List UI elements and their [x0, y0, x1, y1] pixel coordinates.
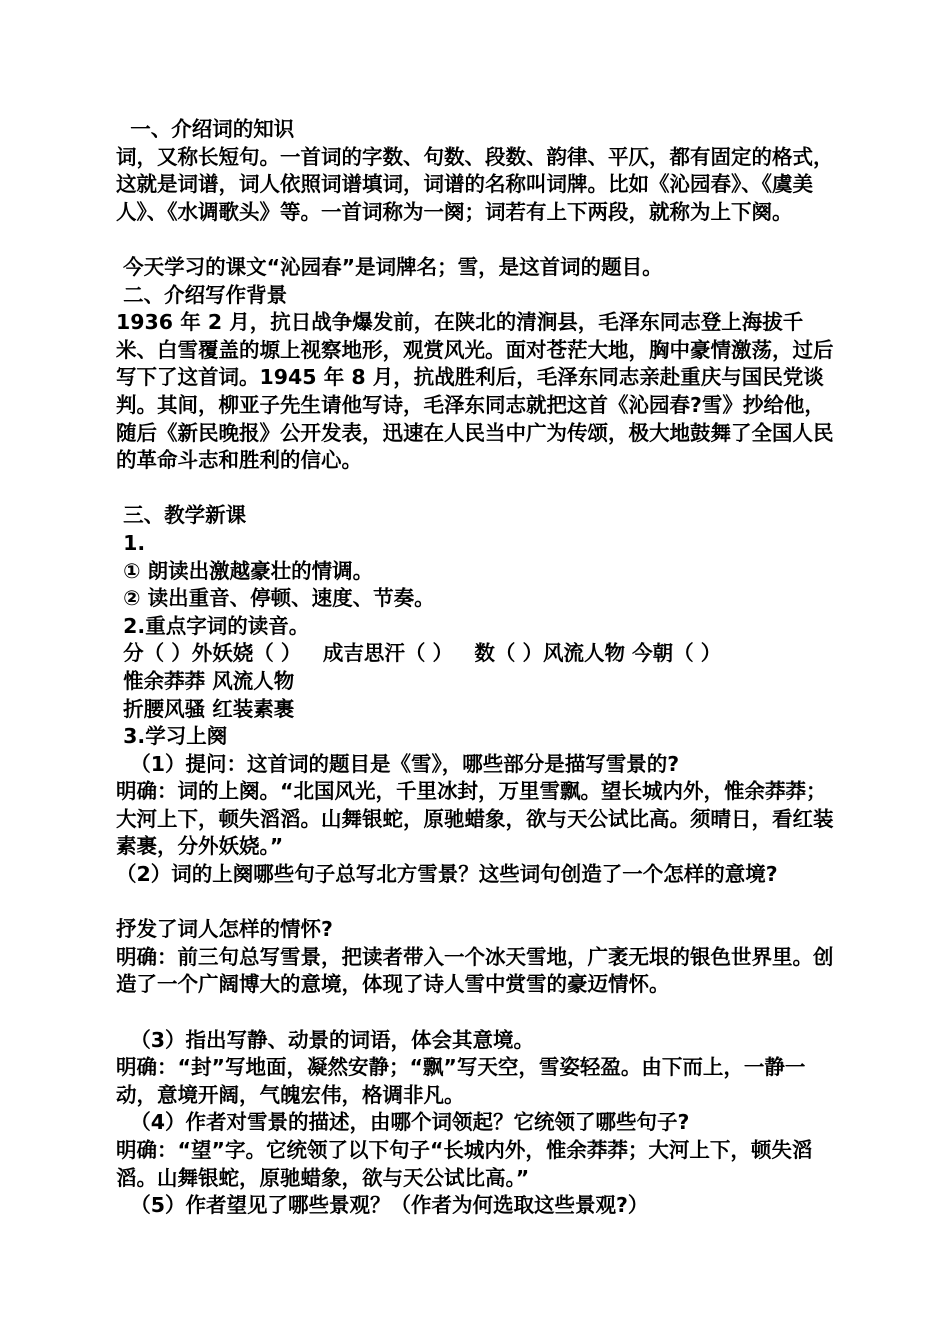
question-4: （4）作者对雪景的描述，由哪个词领起？它统领了哪些句子?	[116, 1110, 690, 1135]
answer-3: 明确：“封”写地面，凝然安静；“飘”写天空，雪姿轻盈。由下而上，一静一动，意境开阔，气魄宏伟，格调非凡。	[116, 1055, 806, 1107]
pronunciation-line-2: 惟余莽莽 风流人物	[116, 668, 295, 693]
list-item-2: 2.重点字词的读音。	[116, 613, 310, 638]
question-5: （5）作者望见了哪些景观？（作者为何选取这些景观?）	[116, 1193, 649, 1218]
question-2-continued: 抒发了词人怎样的情怀?	[116, 917, 333, 942]
question-3: （3）指出写静、动景的词语，体会其意境。	[116, 1027, 535, 1052]
background-paragraph: 1936 年 2 月，抗日战争爆发前，在陕北的清涧县，毛泽东同志登上海拔千米、白雪覆盖的塬上视察地形，观赏风光。面对苍茫大地，胸中豪情激荡，过后写下了这首词。1945 年 8 月，抗战胜利后，毛泽东同志亲赴重庆与国民党谈判。其间，柳亚子先生请他写诗，毛泽东同志就把这首《沁园春?雪》抄给他，随后《新民晚报》公开发表，迅速在人民当中广为传颂，极大地鼓舞了全国人民的革命斗志和胜利的信心。	[116, 310, 834, 473]
list-item-1: 1.	[116, 530, 146, 555]
section-heading-intro: 一、介绍词的知识	[116, 117, 295, 141]
intro-paragraph: 词，又称长短句。一首词的字数、句数、段数、韵律、平仄，都有固定的格式，这就是词谱，词人依照词谱填词，词谱的名称叫词牌。比如《沁园春》、《虞美人》、《水调歌头》等。一首词称为一阕；词若有上下两段，就称为上下阕。	[116, 144, 834, 224]
list-subitem-1b: ② 读出重音、停顿、速度、节奏。	[116, 586, 435, 611]
list-subitem-1a: ① 朗读出激越豪壮的情调。	[116, 558, 374, 583]
pronunciation-line-3: 折腰风骚 红装素裹	[116, 696, 295, 721]
section-heading-background: 二、介绍写作背景	[116, 282, 288, 307]
answer-4: 明确：“望”字。它统领了以下句子“长城内外，惟余莽莽；大河上下，顿失滔滔。山舞银蛇，原驰蜡象，欲与天公试比高。”	[116, 1138, 813, 1190]
intro-summary: 今天学习的课文“沁园春”是词牌名；雪，是这首词的题目。	[116, 254, 663, 279]
question-2: （2）词的上阕哪些句子总写北方雪景？这些词句创造了一个怎样的意境?	[116, 862, 778, 887]
section-heading-lesson: 三、教学新课	[116, 503, 247, 528]
list-item-3: 3.学习上阕	[116, 724, 228, 749]
document-page	[116, 116, 840, 1220]
question-1: （1）提问：这首词的题目是《雪》，哪些部分是描写雪景的?	[116, 751, 680, 776]
answer-1: 明确：词的上阕。“北国风光，千里冰封，万里雪飘。望长城内外，惟余莽莽；大河上下，顿失滔滔。山舞银蛇，原驰蜡象，欲与天公试比高。须晴日，看红装素裹，分外妖娆。”	[116, 779, 834, 859]
pronunciation-line-1: 分（ ）外妖娆（ ） 成吉思汗（ ） 数（ ）风流人物 今朝（ ）	[116, 641, 722, 666]
answer-2: 明确：前三句总写雪景，把读者带入一个冰天雪地，广袤无垠的银色世界里。创造了一个广阔博大的意境，体现了诗人雪中赏雪的豪迈情怀。	[116, 944, 834, 997]
